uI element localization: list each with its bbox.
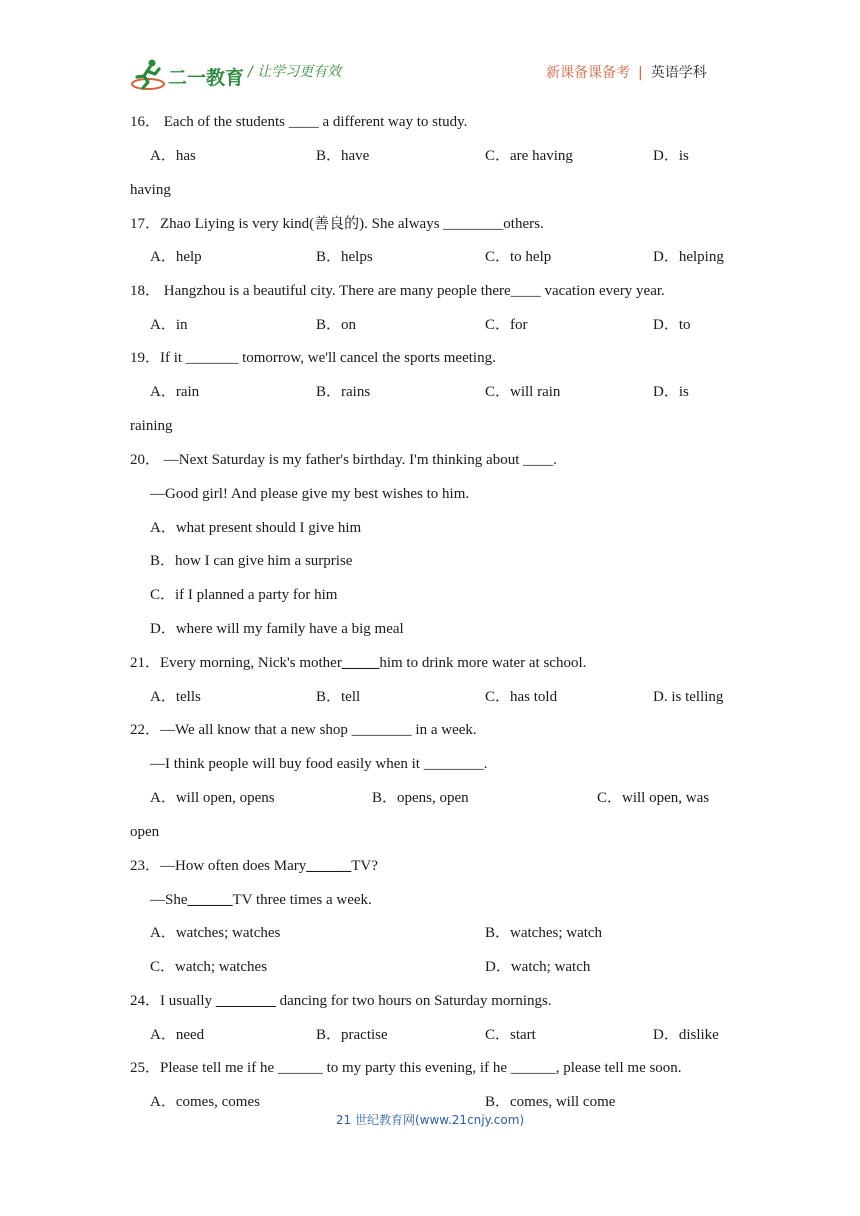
line-text: A．tells	[150, 689, 201, 705]
line-text: A．need	[150, 1027, 205, 1043]
line-text-tail: TV?	[351, 858, 378, 874]
line-text: —She	[150, 892, 188, 908]
line-text: B．practise	[316, 1027, 388, 1043]
text-line	[150, 247, 202, 267]
text-line	[316, 315, 356, 335]
text-line	[372, 788, 469, 808]
text-line	[485, 957, 590, 977]
text-line	[130, 720, 477, 740]
answer-blank: _____	[341, 655, 380, 671]
text-line	[150, 687, 201, 707]
line-text: B．on	[316, 317, 357, 333]
line-text: C．will open, was	[597, 790, 710, 806]
line-text: D．helping	[653, 249, 724, 265]
line-text: C．has told	[485, 689, 558, 705]
line-text: D．where will my family have a big meal	[150, 621, 404, 637]
text-line	[130, 214, 544, 234]
line-text: 22．—We all know that a new shop ________ in a week.	[130, 722, 477, 738]
text-line	[130, 281, 665, 301]
answer-blank: ______	[306, 858, 352, 874]
text-line	[130, 416, 173, 436]
text-line	[653, 247, 724, 267]
line-text: D．dislike	[653, 1027, 719, 1043]
text-line	[653, 1025, 719, 1045]
text-line	[653, 315, 691, 335]
line-text: open	[130, 824, 160, 840]
text-line	[653, 146, 689, 166]
line-text: C．to help	[485, 249, 552, 265]
line-text: A．has	[150, 148, 196, 164]
line-text: B．opens, open	[372, 790, 469, 806]
header-brand-area	[546, 62, 707, 82]
line-text: B．how I can give him a surprise	[150, 553, 353, 569]
line-text: A．rain	[150, 384, 200, 400]
line-text: 18． Hangzhou is a beautiful city. There are many people there____ vacation every year.	[130, 283, 665, 299]
text-line	[316, 146, 369, 166]
text-line	[150, 923, 280, 943]
header-separator: |	[638, 65, 643, 81]
text-line	[150, 551, 352, 571]
line-text: C．are having	[485, 148, 573, 164]
line-text: A．watches; watches	[150, 925, 281, 941]
subject-label: 英语学科	[650, 65, 707, 81]
text-line	[485, 687, 557, 707]
line-text: 20． —Next Saturday is my father's birthday. I'm thinking about ____.	[130, 452, 557, 468]
line-text: C．for	[485, 317, 528, 333]
line-text: 21．Every morning, Nick's mother	[130, 655, 342, 671]
text-line	[485, 382, 560, 402]
line-text: C．watch; watches	[150, 959, 268, 975]
line-text: C．will rain	[485, 384, 561, 400]
line-text: —I think people will buy food easily when it ________.	[150, 756, 488, 772]
runner-logo-icon	[130, 58, 250, 92]
answer-blank: ______	[187, 892, 233, 908]
text-line	[485, 923, 602, 943]
text-line	[485, 1092, 615, 1112]
header-slogan: / 让学习更有效	[248, 64, 342, 80]
answer-blank: ________	[215, 993, 276, 1009]
text-line	[150, 315, 188, 335]
text-line	[130, 856, 378, 876]
text-line	[150, 890, 372, 910]
text-line	[130, 822, 159, 842]
text-line	[150, 585, 337, 605]
line-text: raining	[130, 418, 173, 434]
line-text: B．watches; watch	[485, 925, 603, 941]
line-text: B．have	[316, 148, 370, 164]
line-text: D. is telling	[653, 689, 724, 705]
line-text: A．will open, opens	[150, 790, 275, 806]
text-line	[130, 991, 552, 1011]
line-text: 17．Zhao Liying is very kind(善良的). She always ________others.	[130, 216, 544, 232]
line-text: D．is	[653, 384, 689, 400]
line-text: A．help	[150, 249, 202, 265]
text-line	[150, 1025, 204, 1045]
line-text: A．what present should I give him	[150, 520, 362, 536]
text-line	[130, 653, 586, 673]
text-line	[316, 687, 360, 707]
text-line	[316, 1025, 388, 1045]
text-line	[150, 382, 199, 402]
text-line	[130, 450, 557, 470]
line-text: D．is	[653, 148, 689, 164]
text-line	[150, 619, 404, 639]
line-text: 16． Each of the students ____ a different way to study.	[130, 114, 468, 130]
line-text: D．to	[653, 317, 691, 333]
text-line	[150, 1092, 260, 1112]
text-line	[597, 788, 709, 808]
text-line	[485, 315, 528, 335]
line-text: A．in	[150, 317, 188, 333]
line-text: 24．I usually	[130, 993, 216, 1009]
line-text: A．comes, comes	[150, 1094, 260, 1110]
text-line	[130, 348, 496, 368]
line-text: 25．Please tell me if he ______ to my party this evening, if he ______, please tell me soon.	[130, 1060, 682, 1076]
line-text: having	[130, 182, 171, 198]
line-text: 23．—How often does Mary	[130, 858, 307, 874]
line-text: C．if I planned a party for him	[150, 587, 338, 603]
text-line	[485, 146, 573, 166]
line-text-tail: him to drink more water at school.	[379, 655, 587, 671]
text-line	[150, 957, 267, 977]
text-line	[316, 247, 373, 267]
text-line	[150, 518, 361, 538]
brand-label: 新课备课备考	[546, 65, 630, 81]
text-line	[130, 112, 467, 132]
line-text: B．rains	[316, 384, 371, 400]
logo	[130, 58, 250, 92]
text-line	[485, 247, 551, 267]
line-text: B．tell	[316, 689, 361, 705]
svg-text:二一教育: 二一教育	[168, 67, 245, 89]
text-line	[485, 1025, 536, 1045]
line-text-tail: TV three times a week.	[232, 892, 372, 908]
line-text: D．watch; watch	[485, 959, 591, 975]
line-text: B．comes, will come	[485, 1094, 616, 1110]
text-line	[130, 180, 171, 200]
line-text: B．helps	[316, 249, 373, 265]
text-line	[130, 1058, 682, 1078]
page-footer: 21 世纪教育网(www.21cnjy.com)	[335, 1113, 525, 1127]
line-text: —Good girl! And please give my best wishes to him.	[150, 486, 470, 502]
text-line	[653, 687, 723, 707]
line-text-tail: dancing for two hours on Saturday mornings.	[275, 993, 552, 1009]
line-text: 19．If it _______ tomorrow, we'll cancel the sports meeting.	[130, 350, 496, 366]
line-text: C．start	[485, 1027, 536, 1043]
text-line	[150, 146, 196, 166]
text-line	[150, 484, 469, 504]
text-line	[150, 788, 275, 808]
text-line	[150, 754, 487, 774]
text-line	[316, 382, 370, 402]
text-line	[653, 382, 689, 402]
